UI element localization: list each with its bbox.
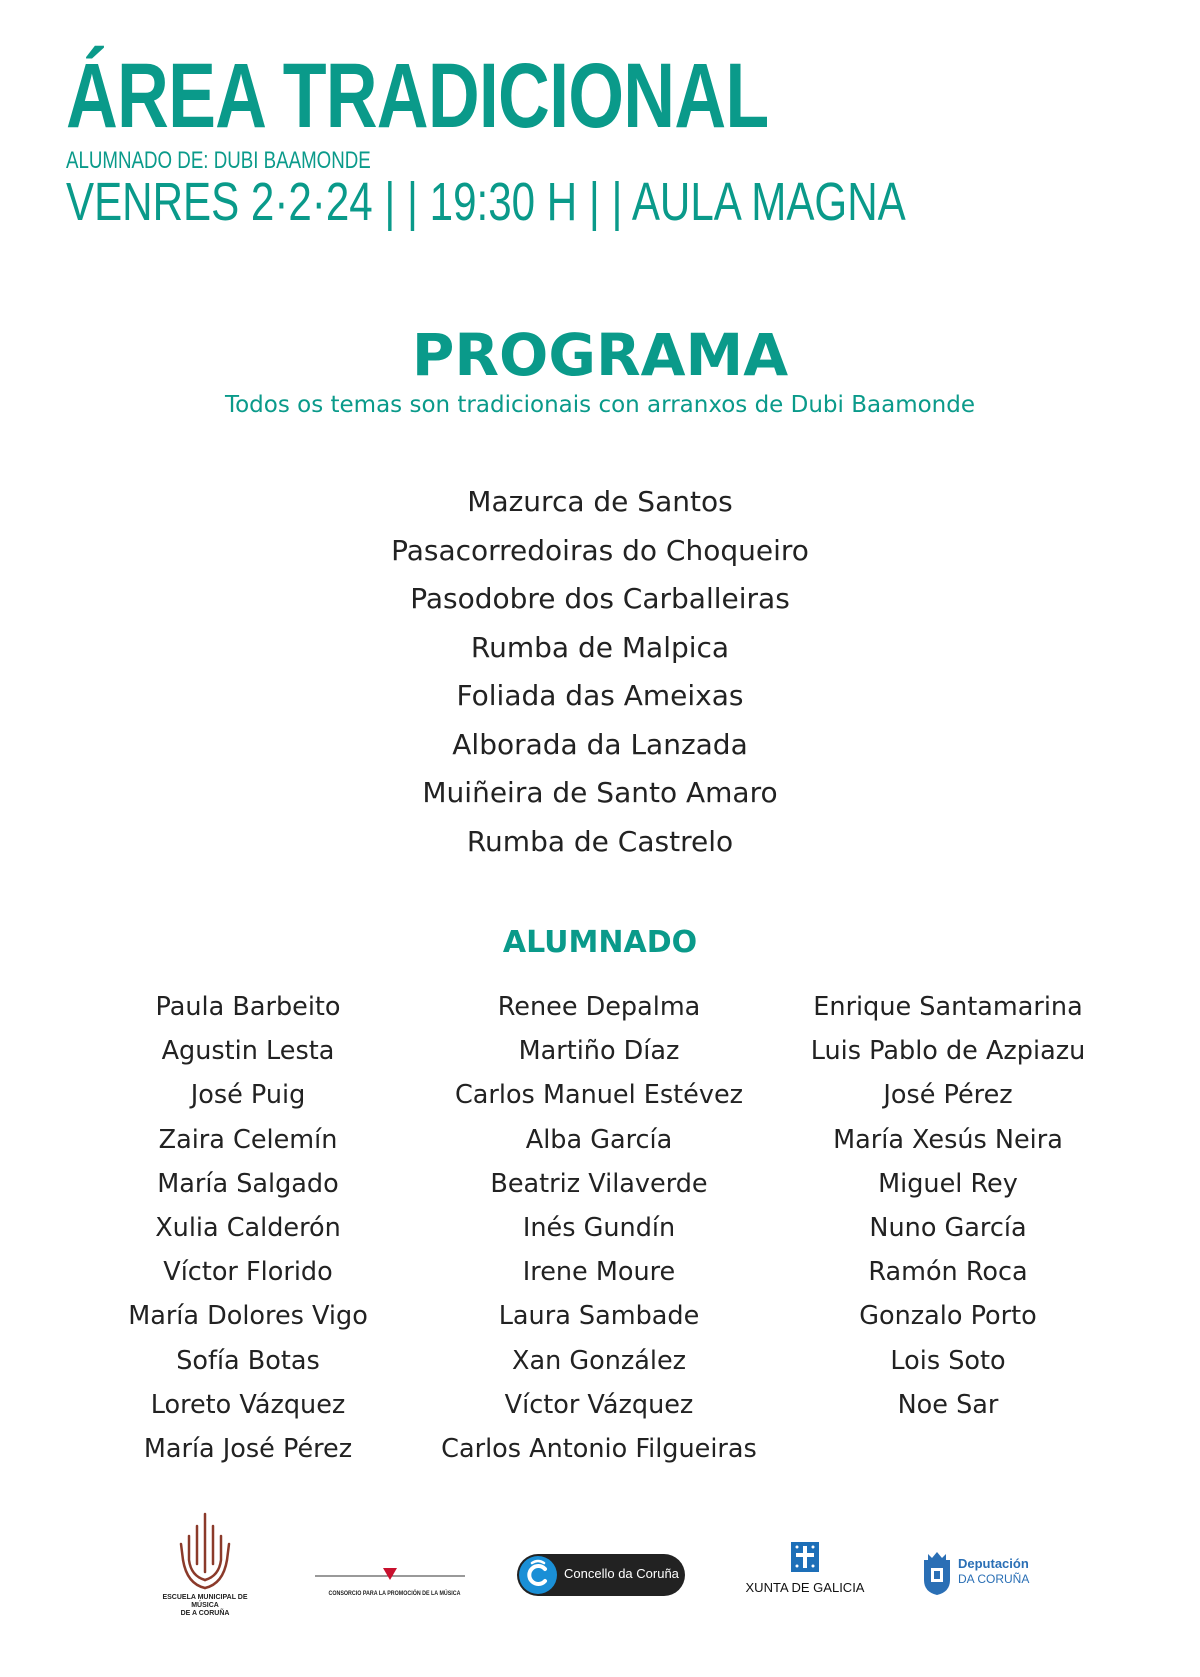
student-name: Gonzalo Porto: [859, 1301, 1037, 1332]
escuela-hands-icon: [170, 1510, 240, 1590]
student-name: María José Pérez: [143, 1434, 353, 1465]
student-name: Inés Gundín: [522, 1213, 676, 1244]
student-name: José Pérez: [883, 1080, 1013, 1111]
concello-caption: Concello da Coruña: [564, 1566, 679, 1581]
escuela-caption-line1: ESCUELA MUNICIPAL DE MÚSICA: [162, 1594, 248, 1609]
student-name: Víctor Florido: [163, 1257, 333, 1288]
student-name: Sofía Botas: [176, 1345, 320, 1376]
consorcio-triangle-icon: [315, 1566, 465, 1586]
teacher-line: ALUMNADO DE: DUBI BAAMONDE: [66, 147, 371, 174]
program-list: [0, 478, 1200, 866]
xunta-logo: [740, 1542, 870, 1596]
student-name: Renee Depalma: [497, 992, 701, 1022]
student-name: Zaira Celemín: [158, 1124, 338, 1155]
student-name: Nuno García: [869, 1213, 1027, 1244]
students-column-2: [409, 985, 789, 1471]
header: [66, 45, 1143, 232]
student-name: Xulia Calderón: [155, 1213, 341, 1244]
deputacion-logo: [920, 1550, 1040, 1600]
student-name: Loreto Vázquez: [150, 1389, 346, 1420]
program-item: Rumba de Malpica: [470, 630, 730, 664]
student-name: María Xesús Neira: [833, 1124, 1063, 1155]
student-name: Martiño Díaz: [518, 1036, 680, 1067]
student-name: María Salgado: [157, 1168, 339, 1199]
student-name: Carlos Antonio Filgueiras: [441, 1434, 757, 1465]
students-column-3: [758, 985, 1138, 1427]
student-name: Miguel Rey: [878, 1168, 1018, 1199]
program-item: Rumba de Castrelo: [466, 824, 734, 858]
student-name: Lois Soto: [890, 1345, 1006, 1376]
student-name: Laura Sambade: [498, 1301, 700, 1332]
student-name: Xan González: [511, 1345, 687, 1376]
program-item: Foliada das Ameixas: [456, 679, 744, 712]
program-item: Muiñeira de Santo Amaro: [422, 776, 778, 809]
program-item: Mazurca de Santos: [467, 485, 733, 518]
consorcio-logo: [315, 1566, 465, 1598]
consorcio-caption: CONSORCIO PARA LA PROMOCIÓN DE LA MÚSICA: [328, 1590, 461, 1597]
student-name: Paula Barbeito: [155, 992, 341, 1022]
alumnado-heading: ALUMNADO: [502, 925, 698, 960]
event-dateline: VENRES 2·2·24 | | 19:30 H | | AULA MAGNA: [66, 172, 906, 232]
xunta-cross-icon: [791, 1542, 819, 1572]
student-name: María Dolores Vigo: [128, 1301, 368, 1332]
students-column-1: [58, 985, 438, 1471]
program-item: Pasodobre dos Carballeiras: [410, 582, 790, 615]
student-name: Irene Moure: [522, 1257, 676, 1288]
student-name: Alba García: [525, 1124, 673, 1155]
student-name: Luis Pablo de Azpiazu: [810, 1036, 1086, 1067]
student-name: José Puig: [190, 1080, 306, 1111]
xunta-caption: XUNTA DE GALICIA: [745, 1580, 865, 1595]
programa-heading: PROGRAMA: [411, 321, 789, 389]
concello-logo: [517, 1554, 685, 1596]
programa-subtitle: Todos os temas son tradicionais con arranxos de Dubi Baamonde: [224, 392, 976, 418]
student-name: Ramón Roca: [868, 1257, 1028, 1288]
deputacion-caption-line2: DA CORUÑA: [958, 1572, 1030, 1586]
deputacion-shield-icon: [920, 1550, 954, 1596]
page-title: ÁREA TRADICIONAL: [66, 45, 769, 147]
student-name: Víctor Vázquez: [504, 1389, 694, 1420]
program-item: Alborada da Lanzada: [452, 727, 748, 761]
escuela-municipal-logo: [150, 1510, 260, 1618]
student-name: Beatriz Vilaverde: [490, 1168, 708, 1199]
student-name: Enrique Santamarina: [813, 992, 1083, 1022]
student-name: Agustin Lesta: [161, 1036, 335, 1067]
escuela-caption-line2: DE A CORUÑA: [180, 1610, 230, 1617]
sponsor-logos: [0, 1510, 1200, 1640]
program-item: Pasacorredoiras do Choqueiro: [391, 533, 809, 567]
deputacion-caption-line1: Deputación: [958, 1556, 1029, 1571]
concello-c-icon: [518, 1555, 558, 1595]
students-grid: [0, 985, 1200, 1465]
student-name: Noe Sar: [897, 1389, 999, 1420]
student-name: Carlos Manuel Estévez: [454, 1080, 744, 1111]
